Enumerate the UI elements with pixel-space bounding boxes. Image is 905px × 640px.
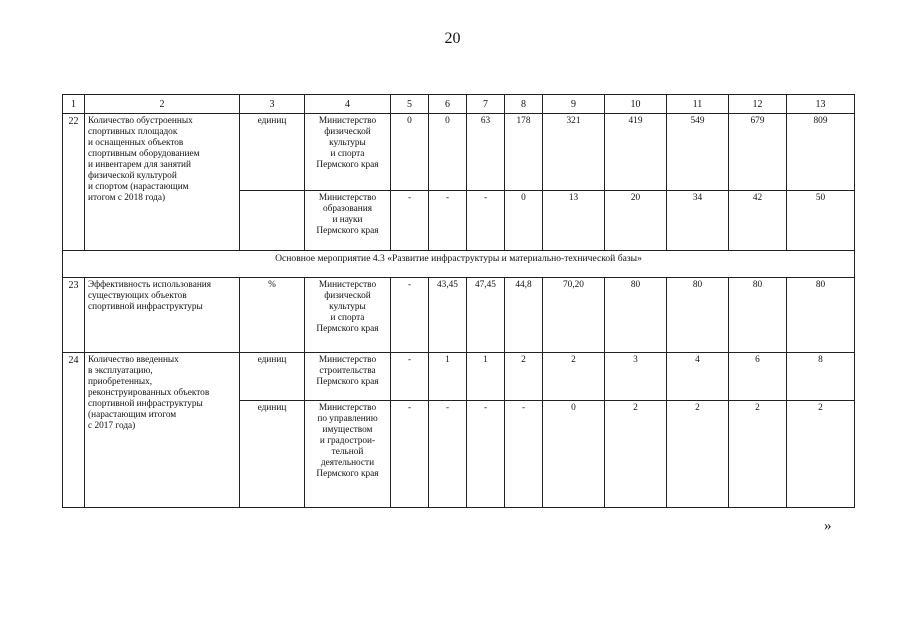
value-cell: 50 xyxy=(787,191,855,251)
value-cell: 2 xyxy=(543,353,605,401)
section-title: Основное мероприятие 4.3 «Развитие инфраструктуры и материально-технической базы» xyxy=(63,251,855,278)
executor-cell: Министерство физической культуры и спорта Пермского края xyxy=(305,278,391,353)
value-cell: 2 xyxy=(605,401,667,508)
header-cell: 11 xyxy=(667,95,729,114)
value-cell: 4 xyxy=(667,353,729,401)
value-cell: 80 xyxy=(787,278,855,353)
value-cell: 47,45 xyxy=(467,278,505,353)
indicator-name: Количество обустроенных спортивных площадок и оснащенных объектов спортивным оборудованием и инвентарем для занятий физической культурой и спортом (нарастающим итогом с 2018 года) xyxy=(85,114,240,251)
executor-cell: Министерство строительства Пермского края xyxy=(305,353,391,401)
value-cell: 0 xyxy=(505,191,543,251)
value-cell: 3 xyxy=(605,353,667,401)
header-cell: 6 xyxy=(429,95,467,114)
value-cell: 0 xyxy=(429,114,467,191)
value-cell: 63 xyxy=(467,114,505,191)
header-cell: 4 xyxy=(305,95,391,114)
value-cell: 178 xyxy=(505,114,543,191)
value-cell: 43,45 xyxy=(429,278,467,353)
value-cell: 6 xyxy=(729,353,787,401)
value-cell: - xyxy=(467,401,505,508)
header-cell: 5 xyxy=(391,95,429,114)
table-row xyxy=(63,114,855,191)
executor-cell: Министерство по управлению имуществом и градострои- тельной деятельности Пермского края xyxy=(305,401,391,508)
section-row xyxy=(63,251,855,278)
value-cell: 0 xyxy=(391,114,429,191)
header-cell: 12 xyxy=(729,95,787,114)
value-cell: 42 xyxy=(729,191,787,251)
closing-quote: » xyxy=(824,518,832,534)
value-cell: 809 xyxy=(787,114,855,191)
unit-cell xyxy=(240,191,305,251)
value-cell: 679 xyxy=(729,114,787,191)
value-cell: - xyxy=(467,191,505,251)
header-row xyxy=(63,95,855,114)
executor-cell: Министерство физической культуры и спорта Пермского края xyxy=(305,114,391,191)
indicators-table xyxy=(62,94,855,508)
value-cell: 44,8 xyxy=(505,278,543,353)
value-cell: 2 xyxy=(505,353,543,401)
header-cell: 13 xyxy=(787,95,855,114)
header-cell: 7 xyxy=(467,95,505,114)
unit-cell: единиц xyxy=(240,353,305,401)
value-cell: 13 xyxy=(543,191,605,251)
header-cell: 8 xyxy=(505,95,543,114)
value-cell: 80 xyxy=(605,278,667,353)
value-cell: 419 xyxy=(605,114,667,191)
unit-cell: единиц xyxy=(240,114,305,191)
value-cell: - xyxy=(429,401,467,508)
value-cell: 34 xyxy=(667,191,729,251)
value-cell: - xyxy=(391,191,429,251)
value-cell: 1 xyxy=(429,353,467,401)
value-cell: - xyxy=(505,401,543,508)
value-cell: 70,20 xyxy=(543,278,605,353)
unit-cell: единиц xyxy=(240,401,305,508)
value-cell: 20 xyxy=(605,191,667,251)
value-cell: - xyxy=(391,278,429,353)
indicator-name: Эффективность использования существующих объектов спортивной инфраструктуры xyxy=(85,278,240,353)
header-cell: 3 xyxy=(240,95,305,114)
row-number: 22 xyxy=(63,114,85,251)
header-cell: 2 xyxy=(85,95,240,114)
value-cell: - xyxy=(391,353,429,401)
header-cell: 9 xyxy=(543,95,605,114)
header-cell: 10 xyxy=(605,95,667,114)
value-cell: 0 xyxy=(543,401,605,508)
value-cell: - xyxy=(391,401,429,508)
value-cell: 80 xyxy=(729,278,787,353)
value-cell: 321 xyxy=(543,114,605,191)
table-body xyxy=(63,95,855,508)
value-cell: 2 xyxy=(787,401,855,508)
value-cell: 549 xyxy=(667,114,729,191)
header-cell: 1 xyxy=(63,95,85,114)
value-cell: 8 xyxy=(787,353,855,401)
value-cell: 2 xyxy=(729,401,787,508)
value-cell: 2 xyxy=(667,401,729,508)
table-row xyxy=(63,278,855,353)
table-row xyxy=(63,353,855,401)
indicator-name: Количество введенных в эксплуатацию, приобретенных, реконструированных объектов спортивной инфраструктуры (нарастающим итогом с 2017 года) xyxy=(85,353,240,508)
value-cell: 80 xyxy=(667,278,729,353)
row-number: 24 xyxy=(63,353,85,508)
value-cell: 1 xyxy=(467,353,505,401)
page-number: 20 xyxy=(444,30,461,47)
value-cell: - xyxy=(429,191,467,251)
unit-cell: % xyxy=(240,278,305,353)
row-number: 23 xyxy=(63,278,85,353)
executor-cell: Министерство образования и науки Пермского края xyxy=(305,191,391,251)
